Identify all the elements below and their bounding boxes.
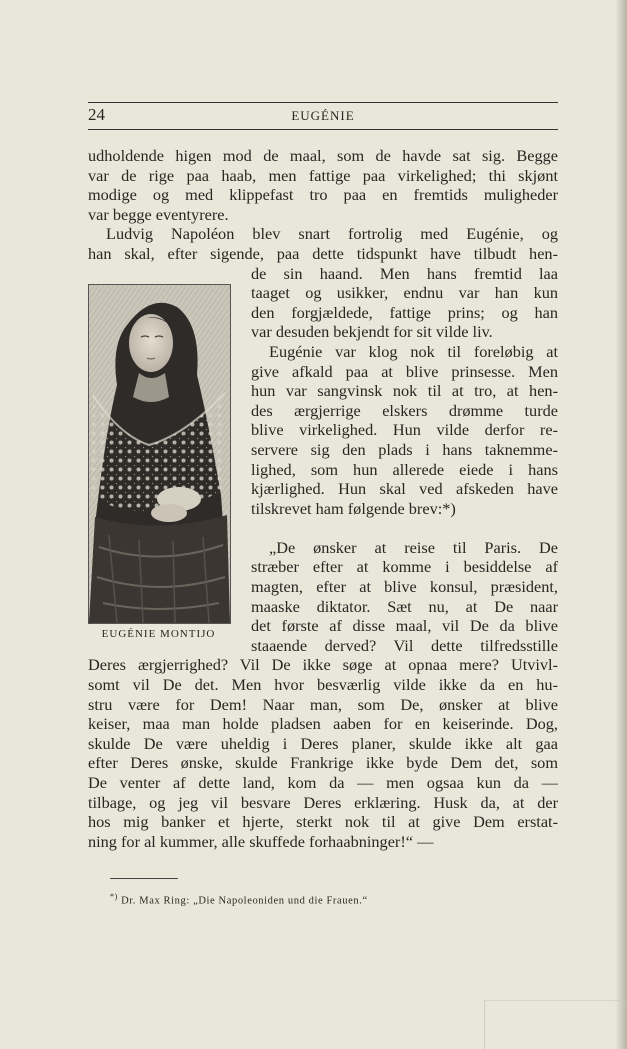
- portrait-engraving: [89, 285, 230, 623]
- text-line: hos mig banker et hjerte, sterkt nok til at give Dem erstat-: [88, 812, 558, 832]
- text-line: skulde De være uheldig i Deres planer, skulde ikke alt gaa: [88, 733, 558, 753]
- text-line: Eugénie var klog nok til foreløbig at: [269, 341, 558, 361]
- footnote: [110, 890, 368, 909]
- text-line: magten, efter at blive konsul, præsident,: [251, 577, 558, 597]
- text-line: give afkald paa at blive prinsesse. Men: [251, 361, 558, 381]
- text-line: keiser, maa man holde pladsen aaben for en keiserinde. Dog,: [88, 714, 558, 734]
- text-line: den forgjældede, fattige prins; og han: [251, 302, 558, 322]
- page-number: 24: [88, 105, 105, 124]
- text-line: udholdende higen mod de maal, som de havde sat sig. Begge: [88, 146, 558, 165]
- portrait-illustration: [88, 284, 231, 624]
- text-line: Ludvig Napoléon blev snart fortrolig med Eugénie, og: [106, 224, 558, 244]
- text-line: De venter af dette land, kom da — men ogsaa kun da —: [88, 773, 558, 792]
- text-line: tilskrevet ham følgende brev:*): [251, 498, 456, 518]
- text-line: tilbage, og jeg vil besvare Deres erklæring. Husk da, at der: [88, 792, 558, 812]
- footnote-marker: *): [110, 892, 118, 901]
- text-line: stru være for Dem! Naar man, som De, ønsker at blive: [88, 694, 558, 714]
- running-title: EUGÉNIE: [291, 108, 355, 123]
- running-header: [88, 102, 558, 130]
- text-line: det første af disse maal, vil De da blive: [251, 616, 558, 636]
- portrait-caption: EUGÉNIE MONTIJO: [101, 628, 216, 640]
- text-line: „De ønsker at reise til Paris. De: [269, 537, 558, 557]
- text-line: efter Deres ønske, skulde Frankrige ikke byde Dem det, som: [88, 753, 558, 773]
- footnote-text: Dr. Max Ring: „Die Napoleoniden und die Frauen.“: [121, 895, 368, 907]
- text-line: lighed, som hun allerede eiede i hans: [251, 459, 558, 479]
- text-line: var de rige paa haab, men fattige paa virkelighed; thi skjønt: [88, 165, 558, 185]
- scan-corner-mark: [484, 1000, 625, 1049]
- text-line: Deres ærgjerrighed? Vil De ikke søge at opnaa mere? Utvivl-: [88, 655, 558, 675]
- text-line: han skal, efter sigende, paa dette tidspunkt have tilbudt hen-: [88, 243, 558, 263]
- text-line: de sin haand. Men hans fremtid laa: [251, 263, 558, 283]
- text-line: ning for al kummer, alle skuffede forhaabninger!“ —: [88, 831, 434, 851]
- text-line: taaget og usikker, endnu var han kun: [251, 283, 558, 303]
- text-line: maaske diktator. Sæt nu, at De naar: [251, 596, 558, 616]
- text-line: stræber efter at komme i besiddelse af: [251, 557, 558, 577]
- text-line: staaende derved? Vil dette tilfredsstille: [251, 635, 558, 655]
- text-line: hun var sangvinsk nok til at tro, at hen-: [251, 381, 558, 401]
- text-line: var begge eventyrere.: [88, 204, 229, 224]
- page-edge-shadow: [615, 0, 627, 1049]
- footnote-rule: [110, 878, 178, 879]
- text-line: var desuden bekjendt for sit vilde liv.: [251, 322, 493, 342]
- text-line: somt vil De det. Men hvor besværlig vilde ikke da en hu-: [88, 675, 558, 695]
- text-line: des ærgjerrige elskers drømme turde: [251, 400, 558, 420]
- text-line: blive virkelighed. Hun vilde derfor re-: [251, 420, 558, 440]
- text-line: kjærlighed. Hun skal ved afskeden have: [251, 479, 558, 499]
- text-line: servere sig den plads i hans taknemme-: [251, 439, 558, 459]
- text-line: modige og med klippefast tro paa en fremtids muligheder: [88, 185, 558, 205]
